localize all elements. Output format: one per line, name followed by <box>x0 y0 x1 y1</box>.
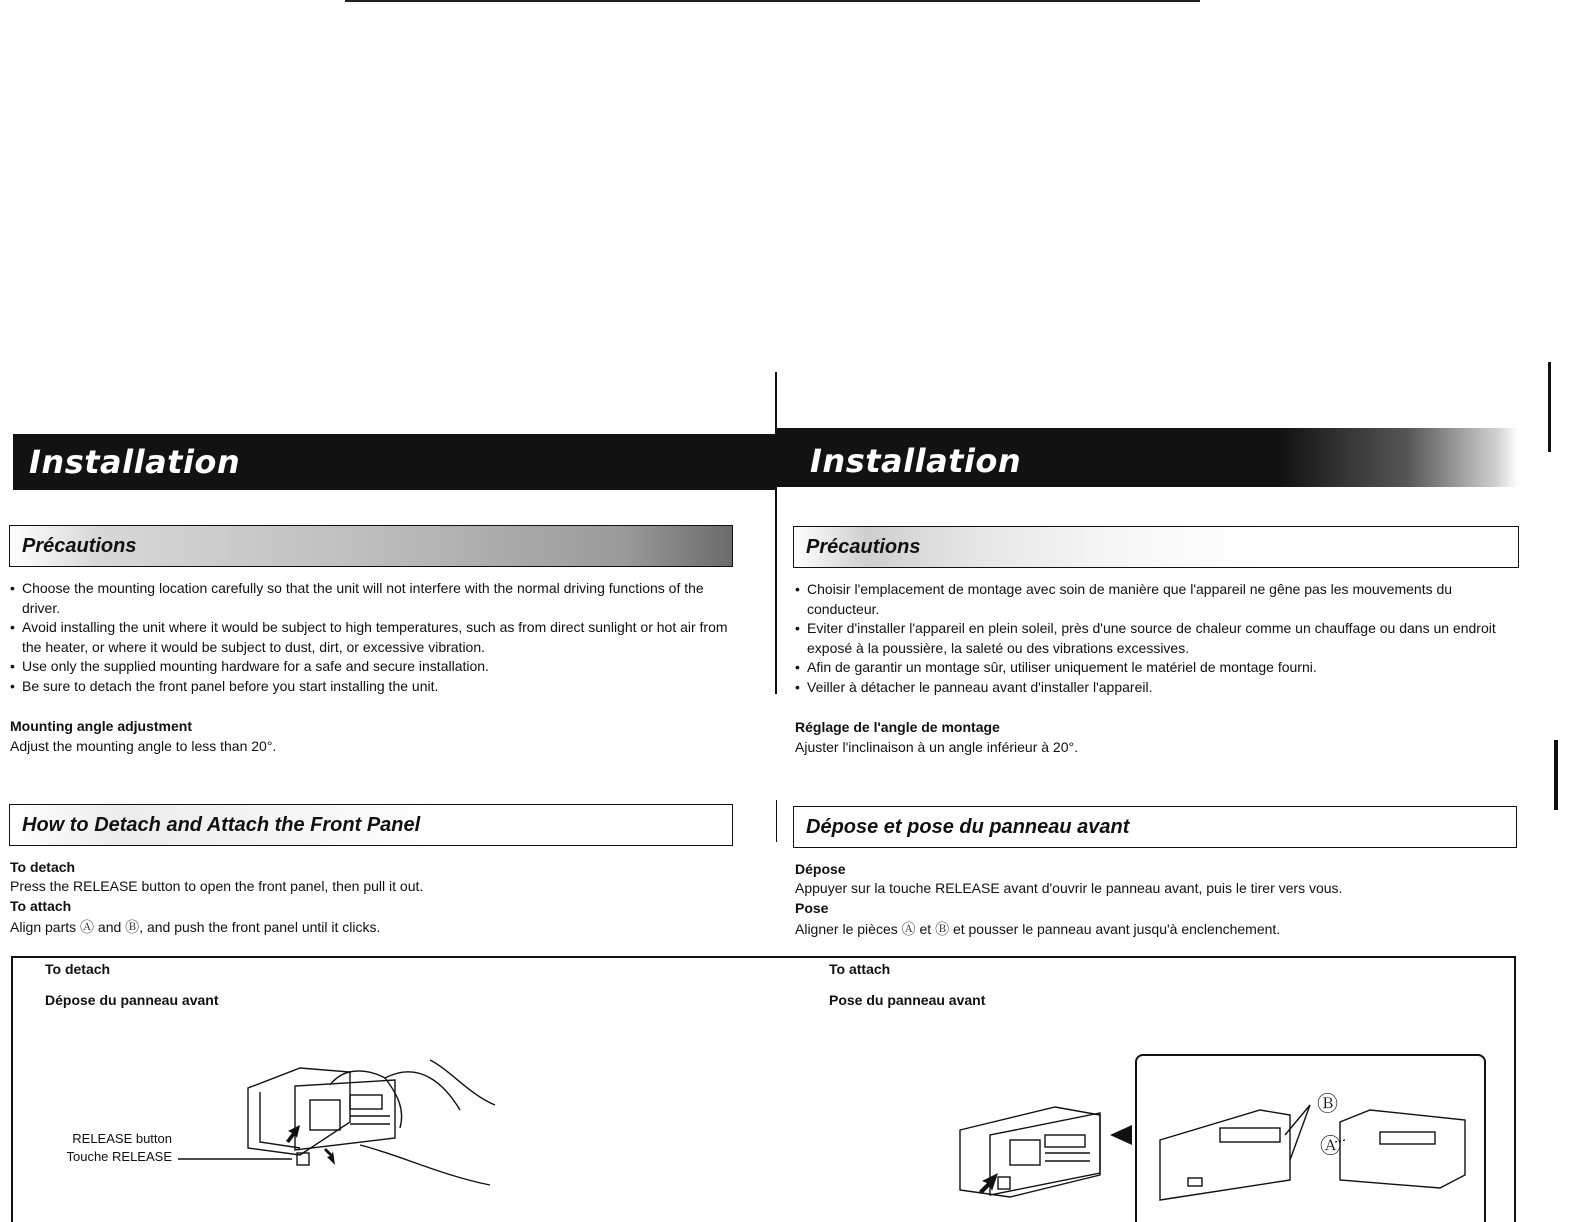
panel-display <box>1220 1128 1280 1142</box>
right-banner-title: Installation <box>810 442 1022 480</box>
edge-mark <box>1548 362 1551 452</box>
list-item: • Choisir l'emplacement de montage avec soin de manière que l'appareil ne gêne pas les mouvements du conducteur. <box>795 580 1517 619</box>
left-precautions-title: Précautions <box>22 535 137 557</box>
right-precautions-header <box>793 526 1519 568</box>
list-item: • Veiller à détacher le panneau avant d'installer l'appareil. <box>795 678 1517 698</box>
left-attach-text: Align parts Ⓐ and Ⓑ, and push the front panel until it clicks. <box>10 919 381 935</box>
top-rule <box>345 0 1200 2</box>
left-angle-heading: Mounting angle adjustment <box>10 718 192 734</box>
panel-rear <box>1160 1110 1290 1200</box>
left-detach-heading: To detach <box>10 859 76 875</box>
right-precautions-title: Précautions <box>806 536 921 558</box>
list-item: • Be sure to detach the front panel before you start installing the unit. <box>10 677 735 697</box>
chassis-front <box>1340 1110 1465 1188</box>
arrow-icon <box>324 1148 335 1165</box>
left-precautions-header <box>9 525 733 567</box>
right-angle-heading: Réglage de l'angle de montage <box>795 719 1000 735</box>
right-panel-title: Dépose et pose du panneau avant <box>806 816 1130 838</box>
right-attach-text: Aligner le pièces Ⓐ et Ⓑ et pousser le panneau avant jusqu'à enclenchement. <box>795 921 1281 937</box>
part-b-marker: Ⓑ <box>1317 1093 1338 1116</box>
right-angle-text: Ajuster l'inclinaison à un angle inférieur à 20°. <box>795 739 1078 755</box>
pointer-triangle-icon <box>1110 1125 1132 1145</box>
right-precautions-list <box>795 580 1517 697</box>
edge-mark <box>1554 740 1558 810</box>
left-panel-title: How to Detach and Attach the Front Panel <box>22 814 421 836</box>
list-item: • Eviter d'installer l'appareil en plein soleil, près d'une source de chaleur comme un chauffage ou dans un endroit exposé à la poussière, la saleté ou des vibrations excessives. <box>795 619 1517 658</box>
detach-illustration <box>170 1050 510 1222</box>
center-divider <box>775 372 777 694</box>
left-banner-title: Installation <box>29 443 241 481</box>
list-item: • Avoid installing the unit where it would be subject to high temperatures, such as from direct sunlight or hot air from the heater, or where it would be subject to dust, dirt, or excessive vibration. <box>10 618 735 657</box>
right-detach-text: Appuyer sur la touche RELEASE avant d'ouvrir le panneau avant, puis le tirer vers vous. <box>795 880 1343 896</box>
right-banner <box>776 428 1518 487</box>
figure-attach-label-fr: Pose du panneau avant <box>829 992 986 1008</box>
left-angle-text: Adjust the mounting angle to less than 20°. <box>10 738 277 754</box>
left-detach-text: Press the RELEASE button to open the front panel, then pull it out. <box>10 878 424 894</box>
list-item: • Use only the supplied mounting hardware for a safe and secure installation. <box>10 657 735 677</box>
figure-attach-label-en: To attach <box>829 961 891 977</box>
release-callout <box>40 1130 172 1166</box>
left-panel-header <box>9 804 733 846</box>
release-callout-fr: Touche RELEASE <box>66 1149 172 1164</box>
inset-illustration <box>1140 1060 1480 1222</box>
front-panel <box>990 1113 1100 1195</box>
list-item: • Afin de garantir un montage sûr, utiliser uniquement le matériel de montage fourni. <box>795 658 1517 678</box>
figure-detach-label-fr: Dépose du panneau avant <box>45 992 219 1008</box>
arrow-icon <box>286 1125 300 1143</box>
unit-chassis <box>960 1107 1100 1197</box>
figure-detach-label-en: To detach <box>45 961 111 977</box>
attach-illustration <box>950 1055 1130 1222</box>
right-attach-heading: Pose <box>795 900 829 916</box>
center-divider-lower <box>776 800 777 842</box>
list-item: • Choose the mounting location carefully so that the unit will not interfere with the normal driving functions of the driver. <box>10 579 735 618</box>
part-a-marker: Ⓐ <box>1320 1135 1341 1158</box>
left-attach-heading: To attach <box>10 898 72 914</box>
left-banner <box>13 434 776 490</box>
release-callout-en: RELEASE button <box>72 1131 172 1146</box>
arrow-icon <box>979 1173 998 1194</box>
right-detach-heading: Dépose <box>795 861 846 877</box>
left-precautions-list <box>10 579 735 696</box>
right-panel-header <box>793 806 1517 848</box>
